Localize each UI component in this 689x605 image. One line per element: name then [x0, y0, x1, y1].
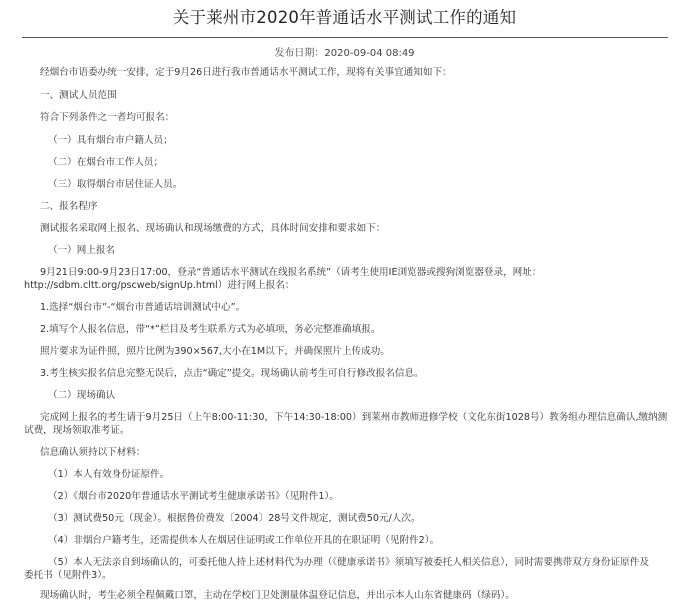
section-heading: 一、测试人员范围: [40, 90, 117, 101]
notice-title: 关于莱州市2020年普通话水平测试工作的通知: [172, 8, 517, 27]
title-divider: [22, 37, 668, 38]
paragraph-line: 照片要求为证件照，照片比例为390×567,大小在1M以下，并确保照片上传成功。: [40, 346, 390, 357]
list-item: （一）具有烟台市户籍人员；: [48, 135, 173, 146]
subsection-heading: （二）现场确认: [48, 390, 116, 401]
paragraph-line: 符合下列条件之一者均可报名：: [40, 112, 175, 123]
paragraph-line: 委托书（见附件3）。: [24, 570, 112, 581]
paragraph-line: 信息确认须持以下材料：: [40, 447, 146, 458]
subsection-heading: （一）网上报名: [48, 245, 116, 256]
list-item: （4）非烟台户籍考生，还需提供本人在烟居住证明或工作单位开具的在职证明（见附件2）。: [48, 535, 440, 546]
list-item: （三）取得烟台市居住证人员。: [48, 179, 183, 190]
paragraph-line: 完成网上报名的考生请于9月25日（上午8:00-11:30，下午14:30-18:00）到莱州市教师进修学校（文化东街1028号）教务组办理信息确认,缴纳测: [40, 412, 668, 423]
paragraph-line: http://sdbm.cltt.org/pscweb/signUp.html）进行网上报名：: [24, 280, 295, 291]
paragraph-line: 3.考生核实报名信息完整无误后，点击“确定”提交。现场确认前考生可自行修改报名信息。: [40, 368, 424, 379]
list-item: （1）本人有效身份证原件。: [48, 469, 170, 480]
list-item: （3）测试费50元（现金）。根据鲁价费发〔2004〕28号文件规定，测试费50元/人次。: [48, 513, 421, 524]
list-item: （二）在烟台市工作人员；: [48, 157, 164, 168]
paragraph-line: 2.填写个人报名信息，带“*”栏目及考生联系方式为必填项，务必完整准确填报。: [40, 324, 381, 335]
paragraph-line: 试费，现场领取准考证。: [24, 425, 130, 436]
list-item: （5）本人无法亲自到场确认的，可委托他人持上述材料代为办理（《健康承诺书》须填写被委托人相关信息），同时需要携带双方身份证原件及: [48, 557, 649, 568]
section-heading: 二、报名程序: [40, 201, 98, 212]
paragraph-line: 1.选择“烟台市”-“烟台市普通话培训测试中心”。: [40, 302, 246, 313]
paragraph-line: 测试报名采取网上报名、现场确认和现场缴费的方式，具体时间安排和要求如下：: [40, 223, 386, 234]
publish-date: 发布日期：2020-09-04 08:49: [274, 48, 415, 59]
paragraph-line: 9月21日9:00-9月23日17:00，登录“普通话水平测试在线报名系统”（请考生使用IE浏览器或搜狗浏览器登录，网址：: [40, 267, 542, 278]
intro-paragraph: 经烟台市语委办统一安排，定于9月26日进行我市普通话水平测试工作，现将有关事宜通知如下：: [40, 67, 452, 78]
paragraph-line: 现场确认时，考生必须全程佩戴口罩，主动在学校门卫处测量体温登记信息，并出示本人山东省健康码（绿码）。: [40, 590, 515, 601]
list-item: （2）《烟台市2020年普通话水平测试考生健康承诺书》（见附件1）。: [48, 491, 339, 502]
